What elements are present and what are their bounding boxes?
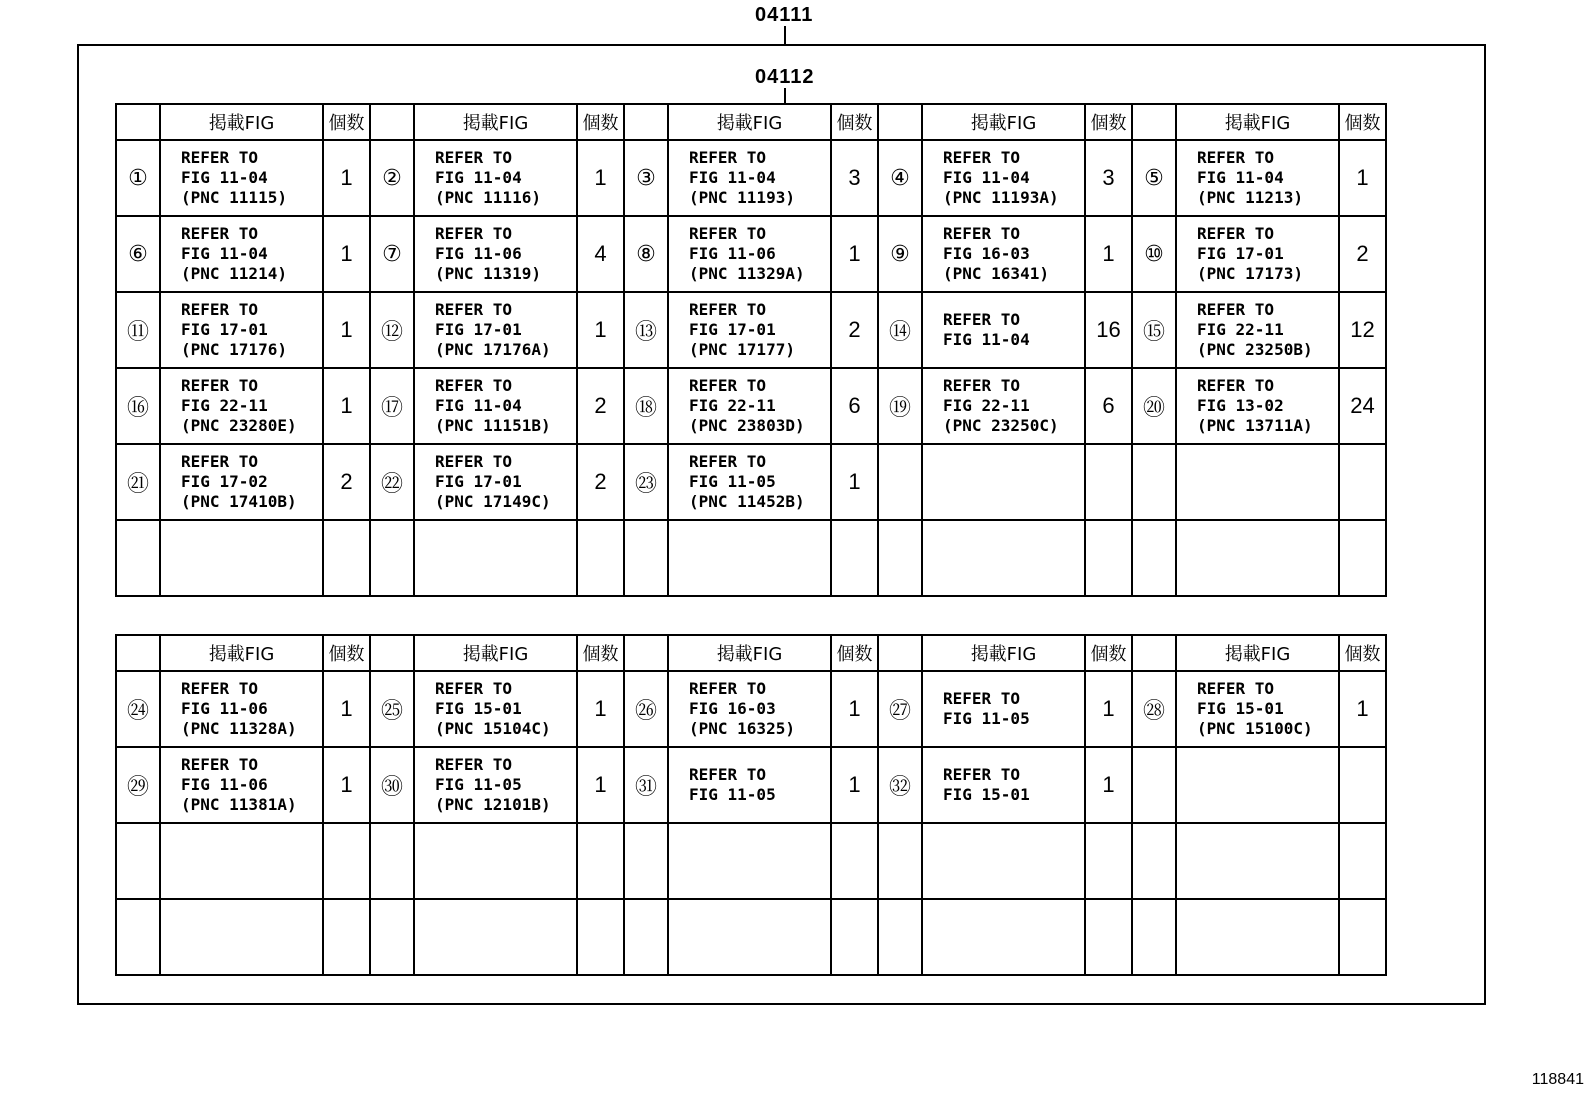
header-number-cell [878,104,922,140]
quantity: 1 [831,747,878,823]
drawing-number: 118841 [1531,1071,1584,1088]
fig-reference: REFER TO FIG 11-04 [922,292,1085,368]
quantity [1339,823,1386,899]
item-number [1132,444,1176,520]
quantity: 2 [577,368,624,444]
quantity [577,823,624,899]
table-row [116,444,1386,520]
fig-reference: REFER TO FIG 11-05 [922,671,1085,747]
quantity: 2 [577,444,624,520]
quantity: 1 [1085,216,1132,292]
item-number [370,823,414,899]
fig-reference: REFER TO FIG 11-05 (PNC 12101B) [414,747,577,823]
fig-reference: REFER TO FIG 11-04 (PNC 11115) [160,140,323,216]
fig-reference [1176,899,1339,975]
fig-reference: REFER TO FIG 22-11 (PNC 23250C) [922,368,1085,444]
fig-reference: REFER TO FIG 13-02 (PNC 13711A) [1176,368,1339,444]
quantity [831,823,878,899]
item-number: ㉖ [624,671,668,747]
header-number-cell [370,104,414,140]
fig-reference [1176,823,1339,899]
header-fig-label: 掲載FIG [1176,104,1339,140]
quantity: 1 [577,292,624,368]
header-qty-label: 個数 [1339,635,1386,671]
fig-reference: REFER TO FIG 16-03 (PNC 16325) [668,671,831,747]
fig-reference [414,823,577,899]
fig-reference [160,520,323,596]
quantity [1339,444,1386,520]
table-header-row [116,635,1386,671]
sub-assembly-label: 04112 [755,66,815,88]
item-number: ⑧ [624,216,668,292]
fig-reference [922,823,1085,899]
header-number-cell [116,635,160,671]
assembly-leader-line [784,26,786,44]
item-number [370,520,414,596]
quantity: 6 [831,368,878,444]
header-number-cell [624,104,668,140]
header-fig-label: 掲載FIG [668,635,831,671]
fig-reference: REFER TO FIG 11-04 (PNC 11213) [1176,140,1339,216]
header-fig-label: 掲載FIG [160,635,323,671]
table-row [116,671,1386,747]
header-fig-label: 掲載FIG [668,104,831,140]
item-number [1132,823,1176,899]
header-qty-label: 個数 [1085,104,1132,140]
header-qty-label: 個数 [831,104,878,140]
quantity: 3 [831,140,878,216]
item-number: ㉗ [878,671,922,747]
header-fig-label: 掲載FIG [922,104,1085,140]
fig-reference [1176,444,1339,520]
item-number: ㉒ [370,444,414,520]
item-number [1132,899,1176,975]
quantity [1085,823,1132,899]
table-row [116,140,1386,216]
item-number: ⑨ [878,216,922,292]
fig-reference [922,899,1085,975]
fig-reference: REFER TO FIG 11-05 (PNC 11452B) [668,444,831,520]
quantity: 2 [831,292,878,368]
quantity [323,899,370,975]
fig-reference: REFER TO FIG 11-04 (PNC 11193A) [922,140,1085,216]
item-number: ⑳ [1132,368,1176,444]
item-number [878,520,922,596]
item-number [624,899,668,975]
item-number: ⑲ [878,368,922,444]
fig-reference: REFER TO FIG 17-01 (PNC 17149C) [414,444,577,520]
fig-reference: REFER TO FIG 11-06 (PNC 11329A) [668,216,831,292]
fig-reference [1176,747,1339,823]
header-qty-label: 個数 [1339,104,1386,140]
fig-reference [922,444,1085,520]
item-number: ㉓ [624,444,668,520]
header-number-cell [1132,635,1176,671]
quantity: 1 [831,444,878,520]
item-number [116,823,160,899]
item-number: ④ [878,140,922,216]
quantity: 1 [1339,140,1386,216]
item-number [1132,520,1176,596]
item-number: ⑭ [878,292,922,368]
header-qty-label: 個数 [1085,635,1132,671]
quantity [323,520,370,596]
item-number: ⑤ [1132,140,1176,216]
fig-reference: REFER TO FIG 17-01 (PNC 17177) [668,292,831,368]
item-number: ⑦ [370,216,414,292]
fig-reference: REFER TO FIG 11-04 (PNC 11116) [414,140,577,216]
table-header-row [116,104,1386,140]
fig-reference [922,520,1085,596]
quantity: 1 [323,140,370,216]
parts-table-lower [115,634,1387,976]
header-fig-label: 掲載FIG [922,635,1085,671]
assembly-label: 04111 [755,4,814,26]
item-number: ② [370,140,414,216]
quantity [1085,520,1132,596]
item-number: ⑪ [116,292,160,368]
fig-reference [160,899,323,975]
fig-reference [1176,520,1339,596]
header-qty-label: 個数 [577,635,624,671]
fig-reference: REFER TO FIG 17-01 (PNC 17176A) [414,292,577,368]
fig-reference: REFER TO FIG 15-01 (PNC 15104C) [414,671,577,747]
quantity: 1 [1339,671,1386,747]
quantity [1085,899,1132,975]
item-number: ⑯ [116,368,160,444]
header-number-cell [878,635,922,671]
item-number: ⑮ [1132,292,1176,368]
item-number [878,444,922,520]
quantity [1339,520,1386,596]
quantity: 1 [577,671,624,747]
fig-reference: REFER TO FIG 17-01 (PNC 17176) [160,292,323,368]
table-row [116,520,1386,596]
item-number: ③ [624,140,668,216]
fig-reference [668,823,831,899]
quantity: 1 [1085,747,1132,823]
header-number-cell [1132,104,1176,140]
sub-assembly-leader-line [784,88,786,104]
quantity: 6 [1085,368,1132,444]
quantity [1339,899,1386,975]
table-row [116,747,1386,823]
quantity [323,823,370,899]
header-qty-label: 個数 [577,104,624,140]
item-number: ① [116,140,160,216]
table-row [116,292,1386,368]
fig-reference: REFER TO FIG 15-01 (PNC 15100C) [1176,671,1339,747]
header-number-cell [624,635,668,671]
quantity: 1 [1085,671,1132,747]
quantity [831,899,878,975]
quantity [1085,444,1132,520]
item-number: ㉜ [878,747,922,823]
quantity: 1 [323,216,370,292]
quantity: 12 [1339,292,1386,368]
quantity: 1 [577,747,624,823]
item-number: ㉙ [116,747,160,823]
quantity [577,520,624,596]
table-row [116,368,1386,444]
fig-reference [668,520,831,596]
item-number [624,520,668,596]
quantity: 1 [831,216,878,292]
table-row [116,899,1386,975]
item-number: ㉔ [116,671,160,747]
item-number [878,823,922,899]
fig-reference [414,899,577,975]
fig-reference [414,520,577,596]
quantity: 1 [323,368,370,444]
quantity: 1 [831,671,878,747]
table-row [116,216,1386,292]
quantity: 4 [577,216,624,292]
fig-reference: REFER TO FIG 17-02 (PNC 17410B) [160,444,323,520]
header-number-cell [116,104,160,140]
quantity: 1 [577,140,624,216]
item-number [116,899,160,975]
table-row [116,823,1386,899]
item-number [1132,747,1176,823]
item-number: ㉑ [116,444,160,520]
fig-reference: REFER TO FIG 11-06 (PNC 11319) [414,216,577,292]
item-number [878,899,922,975]
header-fig-label: 掲載FIG [160,104,323,140]
item-number: ⑱ [624,368,668,444]
quantity: 1 [323,747,370,823]
header-number-cell [370,635,414,671]
quantity: 16 [1085,292,1132,368]
quantity: 3 [1085,140,1132,216]
quantity: 24 [1339,368,1386,444]
fig-reference [160,823,323,899]
fig-reference [668,899,831,975]
item-number [116,520,160,596]
item-number: ㉛ [624,747,668,823]
fig-reference: REFER TO FIG 11-04 (PNC 11151B) [414,368,577,444]
quantity: 1 [323,292,370,368]
quantity [1339,747,1386,823]
fig-reference: REFER TO FIG 22-11 (PNC 23803D) [668,368,831,444]
fig-reference: REFER TO FIG 11-05 [668,747,831,823]
header-fig-label: 掲載FIG [1176,635,1339,671]
fig-reference: REFER TO FIG 11-04 (PNC 11214) [160,216,323,292]
item-number: ㉘ [1132,671,1176,747]
item-number: ㉕ [370,671,414,747]
item-number: ⑫ [370,292,414,368]
header-qty-label: 個数 [323,104,370,140]
header-qty-label: 個数 [831,635,878,671]
fig-reference: REFER TO FIG 17-01 (PNC 17173) [1176,216,1339,292]
quantity: 2 [1339,216,1386,292]
item-number: ㉚ [370,747,414,823]
header-qty-label: 個数 [323,635,370,671]
item-number [624,823,668,899]
fig-reference: REFER TO FIG 22-11 (PNC 23250B) [1176,292,1339,368]
quantity [577,899,624,975]
fig-reference: REFER TO FIG 22-11 (PNC 23280E) [160,368,323,444]
fig-reference: REFER TO FIG 15-01 [922,747,1085,823]
item-number: ⑰ [370,368,414,444]
header-fig-label: 掲載FIG [414,104,577,140]
item-number [370,899,414,975]
header-fig-label: 掲載FIG [414,635,577,671]
quantity [831,520,878,596]
item-number: ⑥ [116,216,160,292]
fig-reference: REFER TO FIG 16-03 (PNC 16341) [922,216,1085,292]
parts-table-upper [115,103,1387,597]
fig-reference: REFER TO FIG 11-06 (PNC 11328A) [160,671,323,747]
fig-reference: REFER TO FIG 11-04 (PNC 11193) [668,140,831,216]
quantity: 1 [323,671,370,747]
item-number: ⑬ [624,292,668,368]
fig-reference: REFER TO FIG 11-06 (PNC 11381A) [160,747,323,823]
quantity: 2 [323,444,370,520]
item-number: ⑩ [1132,216,1176,292]
